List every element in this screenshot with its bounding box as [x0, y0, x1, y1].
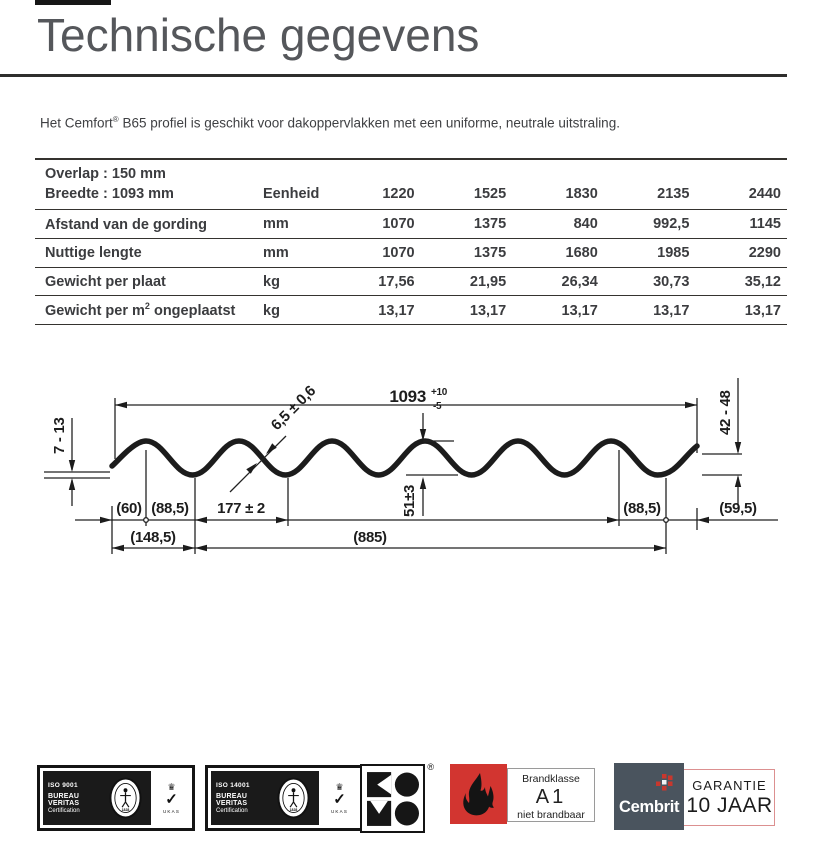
cell-value: 13,17 — [561, 302, 598, 319]
cell-value: 1985 — [657, 245, 690, 262]
cell-value: 992,5 — [653, 216, 690, 233]
dim-885half-right-label: (88,5) — [623, 500, 661, 517]
row-label: Afstand van de gording — [45, 216, 207, 233]
cell-value: 30,73 — [653, 273, 690, 290]
spec-table — [35, 158, 787, 325]
row-label: Gewicht per plaat — [45, 273, 166, 290]
certification-logos — [0, 762, 820, 840]
certification-label: Certification — [48, 808, 80, 814]
profile-drawing — [30, 358, 790, 573]
komo-logo — [360, 762, 434, 833]
cembrit-logo — [614, 763, 684, 830]
garantie-label: GARANTIE — [692, 777, 767, 793]
row-label: Nuttige lengte — [45, 245, 142, 262]
dim-end-height-label: 42 - 48 — [717, 390, 734, 435]
cell-value: 13,17 — [378, 302, 415, 319]
check-icon: ✓ — [333, 790, 346, 808]
cell-value: 21,95 — [469, 273, 507, 290]
cell-value: 1680 — [565, 245, 598, 262]
dim-corrugation-height-label: 51±3 — [401, 484, 418, 517]
row-label: Gewicht per $m^2$ ongeplaatst — [45, 300, 236, 319]
cell-value: 1145 — [749, 216, 781, 233]
cell-value: 35,12 — [744, 273, 781, 290]
cembrit-flag-icon — [653, 774, 675, 794]
cell-value: 13,17 — [744, 302, 781, 319]
komo-icon — [367, 772, 419, 826]
table-row — [35, 267, 787, 296]
intro-prefix: Het Cemfort — [40, 115, 113, 131]
bureau-veritas-label: BUREAU VERITAS — [216, 793, 248, 807]
table-row — [35, 209, 787, 238]
cell-value: 1070 — [382, 216, 415, 233]
flame-icon — [459, 771, 499, 817]
spec-table-header — [35, 160, 787, 209]
corrugated-profile — [112, 441, 697, 475]
iso-9001-badge — [37, 765, 195, 831]
cell-value: 17,56 — [378, 273, 415, 290]
dim-thickness-label: 6,5 ± 0,6 — [267, 382, 320, 434]
intro-text — [40, 115, 780, 131]
registered-mark: ® — [427, 762, 434, 772]
overlap-header: Overlap : 150 mm — [45, 166, 166, 182]
bureau-veritas-seal-icon — [109, 777, 142, 819]
intro-suffix: B65 profiel is geschikt voor dakoppervlakken met een uniforme, neutrale uitstraling. — [118, 115, 620, 131]
brandklasse-subtitle: niet brandbaar — [517, 809, 585, 821]
iso-14001-badge — [205, 765, 363, 831]
dim-edge-height-label: 7 - 13 — [51, 417, 68, 454]
iso-code: ISO 14001 — [216, 782, 250, 789]
cell-value: 2290 — [748, 245, 781, 262]
page-title: Technische gegevens — [37, 9, 480, 61]
cell-value: 1070 — [382, 245, 415, 262]
cell-value: 1375 — [473, 216, 507, 233]
bureau-veritas-seal-icon — [277, 777, 310, 819]
brandklasse-class: A1 — [535, 786, 567, 808]
brandklasse-title: Brandklasse — [522, 773, 580, 785]
dim-width-label: 1093 — [389, 387, 426, 406]
brandklasse-box — [507, 768, 595, 822]
cell-value: 13,17 — [653, 302, 690, 319]
size-column-header: 2440 — [748, 186, 781, 202]
size-column-header: 1525 — [473, 186, 507, 202]
crown-icon: ♛ — [167, 781, 176, 792]
row-unit: mm — [263, 245, 289, 262]
row-unit: kg — [263, 302, 280, 319]
crown-icon: ♛ — [335, 781, 344, 792]
cell-value: 840 — [573, 216, 598, 233]
dim-885half-left-label: (88,5) — [151, 500, 189, 517]
ukas-label: UKAS — [330, 808, 349, 814]
size-column-header: 2135 — [657, 186, 690, 202]
dim-width-tol-minus: -5 — [433, 401, 442, 412]
title-divider — [0, 74, 787, 77]
garantie-years: 10 JAAR — [686, 793, 773, 817]
cell-value: 26,34 — [561, 273, 598, 290]
bureau-veritas-label: BUREAU VERITAS — [48, 793, 80, 807]
check-icon: ✓ — [165, 790, 178, 808]
ukas-label: UKAS — [162, 808, 181, 814]
fire-class-tile — [450, 764, 507, 824]
top-black-bar — [35, 0, 111, 5]
table-row — [35, 295, 787, 324]
size-column-header: 1220 — [382, 186, 415, 202]
dim-width-tol-plus: +10 — [431, 387, 448, 398]
ukas-mark — [154, 771, 189, 825]
seal-year: 1828 — [289, 808, 298, 813]
ukas-mark — [322, 771, 357, 825]
dim-60-label: (60) — [116, 500, 142, 517]
cembrit-name: Cembrit — [619, 798, 680, 816]
breedte-header: Breedte : 1093 mm — [45, 186, 174, 202]
seal-year: 1828 — [121, 808, 130, 813]
dim-885-label: (885) — [353, 529, 387, 546]
dim-1485-label: (148,5) — [130, 529, 176, 546]
unit-column-header: Eenheid — [263, 186, 320, 202]
certification-label: Certification — [216, 808, 248, 814]
row-unit: mm — [263, 216, 289, 233]
dim-595-label: (59,5) — [719, 500, 757, 517]
row-unit: kg — [263, 273, 280, 290]
cell-value: 1375 — [473, 245, 507, 262]
table-row — [35, 238, 787, 267]
iso-code: ISO 9001 — [48, 782, 78, 789]
dim-pitch-label: 177 ± 2 — [217, 500, 265, 517]
registered-mark: ® — [112, 115, 119, 124]
size-column-header: 1830 — [565, 186, 598, 202]
cell-value: 13,17 — [469, 302, 507, 319]
